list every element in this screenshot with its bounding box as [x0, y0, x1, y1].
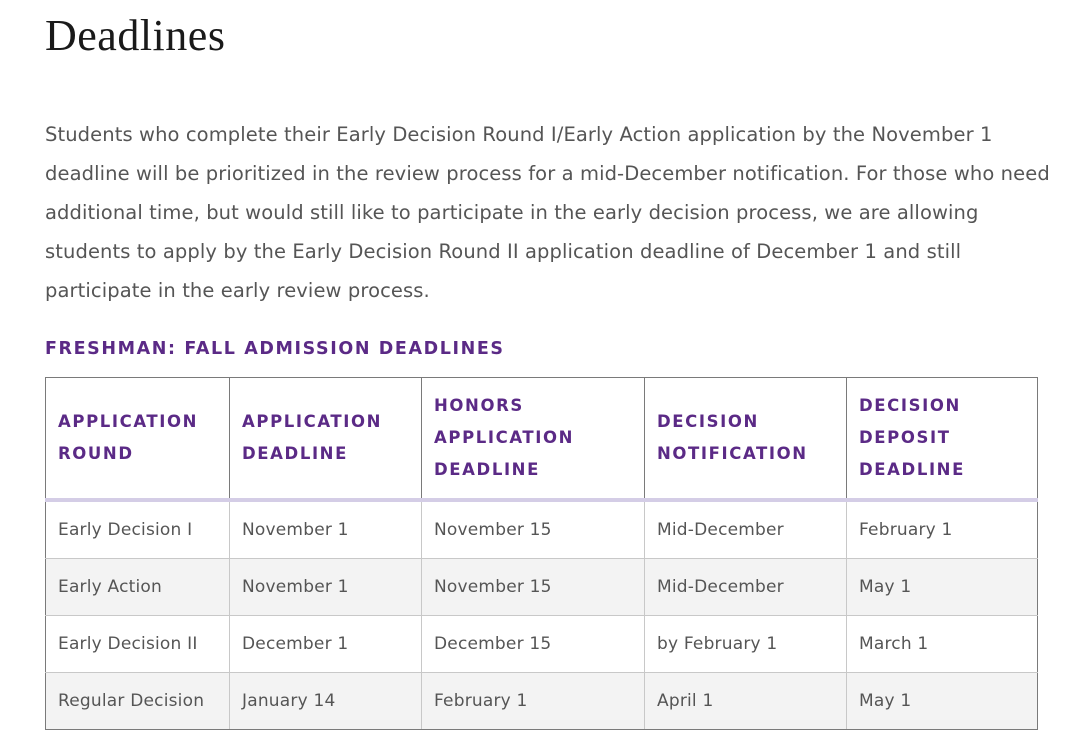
intro-paragraph: Students who complete their Early Decision Round I/Early Action application by the November 1 deadline will be prioritized in the review process for a mid-December notification. For those who need additional time, but would still like to participate in the early decision process, we are allowing students to apply by the Early Decision Round II application deadline of December 1 and still participate in the early review process. — [45, 123, 1050, 302]
table-cell: December 15 — [422, 616, 645, 673]
header-application-round — [46, 378, 230, 501]
table-row — [46, 616, 1038, 673]
table-row — [46, 559, 1038, 616]
table-cell: November 1 — [230, 500, 422, 559]
table-cell: May 1 — [847, 559, 1038, 616]
header-line: DEADLINE — [859, 460, 965, 479]
table-row — [46, 500, 1038, 559]
header-decision-deposit-deadline — [847, 378, 1038, 501]
table-cell: November 1 — [230, 559, 422, 616]
section-heading: FRESHMAN: FALL ADMISSION DEADLINES — [45, 339, 505, 359]
table-cell: November 15 — [422, 500, 645, 559]
table-cell: March 1 — [847, 616, 1038, 673]
header-line: HONORS — [434, 396, 524, 415]
header-decision-notification — [645, 378, 847, 501]
table-row — [46, 673, 1038, 730]
table-cell: Mid-December — [645, 500, 847, 559]
header-line: ROUND — [58, 444, 134, 463]
header-line: APPLICATION — [434, 428, 575, 447]
header-application-deadline — [230, 378, 422, 501]
table-cell: December 1 — [230, 616, 422, 673]
table-cell: April 1 — [645, 673, 847, 730]
table-cell: January 14 — [230, 673, 422, 730]
header-line: APPLICATION — [242, 412, 383, 431]
table-cell: Early Decision I — [46, 500, 230, 559]
table-cell: February 1 — [847, 500, 1038, 559]
header-line: NOTIFICATION — [657, 444, 808, 463]
header-honors-application-deadline — [422, 378, 645, 501]
header-line: DEPOSIT — [859, 428, 951, 447]
table-cell: Early Action — [46, 559, 230, 616]
header-line: DEADLINE — [434, 460, 540, 479]
table-cell: by February 1 — [645, 616, 847, 673]
table-cell: Regular Decision — [46, 673, 230, 730]
header-line: DEADLINE — [242, 444, 348, 463]
table-cell: November 15 — [422, 559, 645, 616]
table-header-row — [46, 378, 1038, 501]
table-cell: May 1 — [847, 673, 1038, 730]
header-line: APPLICATION — [58, 412, 199, 431]
table-cell: Early Decision II — [46, 616, 230, 673]
table-cell: February 1 — [422, 673, 645, 730]
header-line: DECISION — [859, 396, 961, 415]
deadlines-table — [45, 377, 1038, 730]
header-line: DECISION — [657, 412, 759, 431]
table-cell: Mid-December — [645, 559, 847, 616]
page-title: Deadlines — [45, 11, 226, 60]
